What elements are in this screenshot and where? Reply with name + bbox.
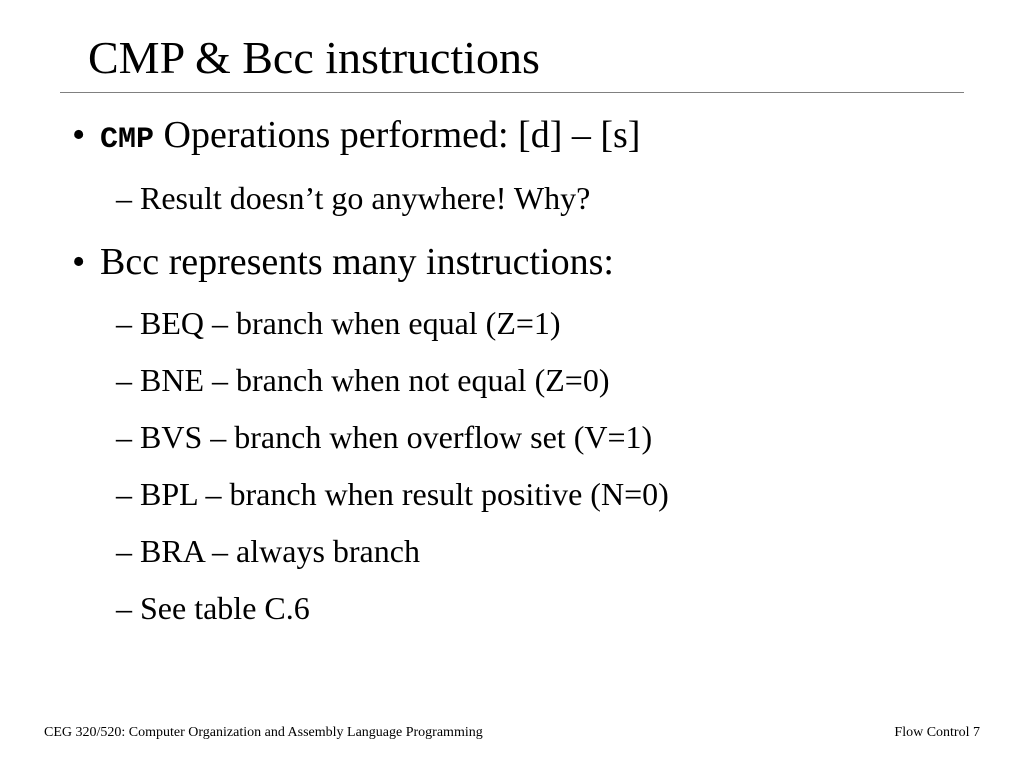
sub-bullet-bra: – BRA – always branch [116,533,420,569]
bullet-text [100,112,640,163]
sub-bullet-bne: – BNE – branch when not equal (Z=0) [116,362,610,398]
cmp-code: CMP [100,123,155,157]
footer-course: CEG 320/520: Computer Organization and Assembly Language Programming [44,725,483,740]
bullet-marker: • [72,114,86,156]
footer-page-label: Flow Control 7 [894,725,980,740]
bullet-bcc-label: Bcc represents many instructions: [100,241,614,283]
sub-bullet-bpl: – BPL – branch when result positive (N=0) [116,476,669,512]
slide-title: CMP & Bcc instructions [88,32,540,83]
sub-bullet: – Result doesn’t go anywhere! Why? [116,180,591,216]
bullet-cmp-label: Operations performed: [d] – [s] [154,114,641,156]
sub-bullet-see-table: – See table C.6 [116,590,310,626]
sub-bullet-beq: – BEQ – branch when equal (Z=1) [116,305,561,341]
title-divider [60,92,964,93]
sub-bullet-bvs: – BVS – branch when overflow set (V=1) [116,419,653,455]
bullet-marker: • [72,241,86,283]
